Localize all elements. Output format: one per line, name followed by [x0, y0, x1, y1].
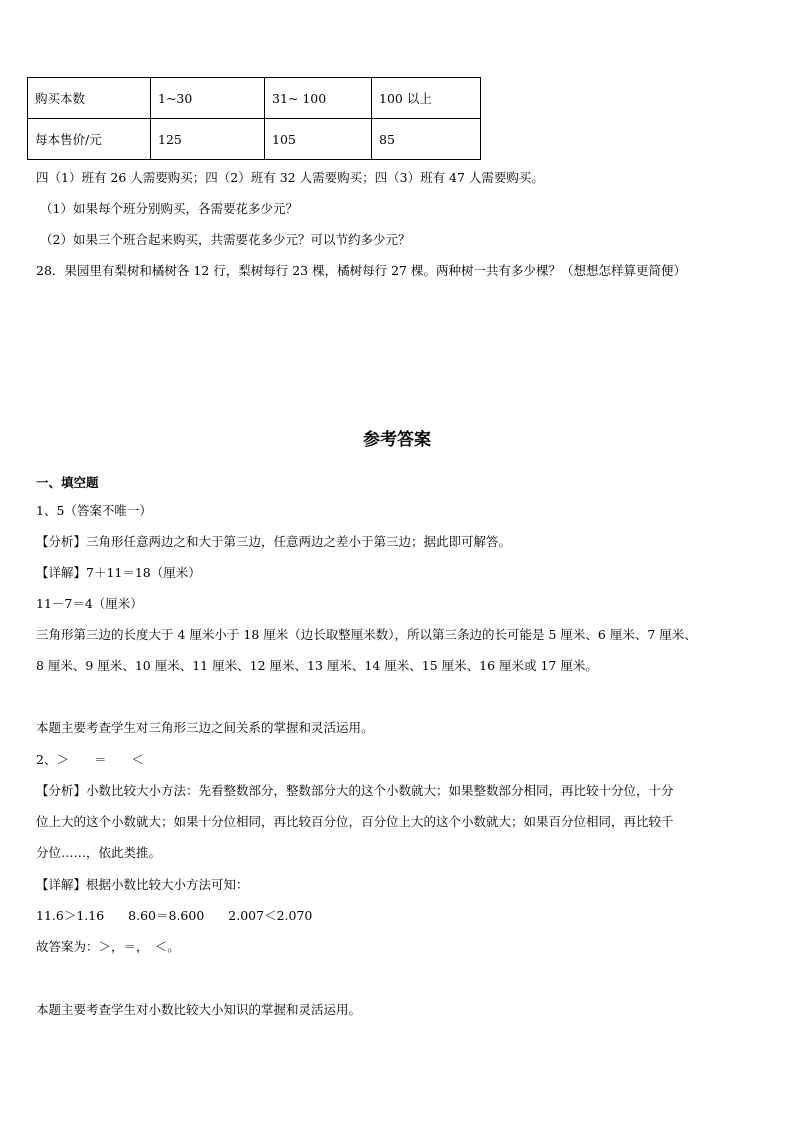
answer-2-analysis: 位上大的这个小数就大；如果十分位相同，再比较百分位，百分位上大的这个小数就大；如果百分位相同，再比较千 [36, 814, 674, 829]
table-row [28, 119, 481, 160]
table-cell: 100 以上 [372, 78, 481, 119]
answer-1: 1、5（答案不唯一） [36, 503, 152, 518]
answer-1-detail: 8 厘米、9 厘米、10 厘米、11 厘米、12 厘米、13 厘米、14 厘米、15 厘米、16 厘米或 17 厘米。 [36, 658, 598, 673]
answer-2: 2、＞ ＝ ＜ [36, 752, 144, 767]
table-cell: 31~ 100 [265, 78, 372, 119]
price-table [27, 77, 481, 160]
table-cell: 1~30 [151, 78, 265, 119]
answer-2-analysis: 分位……，依此类推。 [36, 845, 162, 860]
comparison: 8.60＝8.600 [128, 908, 205, 923]
answer-2-summary: 本题主要考查学生对小数比较大小知识的掌握和灵活运用。 [36, 1002, 362, 1017]
problem-27-question-1: （1）如果每个班分别购买，各需要花多少元？ [40, 201, 298, 216]
answer-2-analysis: 【分析】小数比较大小方法：先看整数部分，整数部分大的这个小数就大；如果整数部分相同，再比较十分位，十分 [36, 783, 674, 798]
table-cell: 购买本数 [28, 78, 151, 119]
table-row [28, 78, 481, 119]
section-heading: 一、填空题 [36, 475, 99, 490]
table-cell: 125 [151, 119, 265, 160]
answers-title: 参考答案 [363, 430, 431, 450]
answer-2-conclusion: 故答案为：＞，＝， ＜。 [36, 939, 180, 954]
answer-2-detail: 【详解】根据小数比较大小方法可知： [36, 877, 249, 892]
answer-1-analysis: 【分析】三角形任意两边之和大于第三边，任意两边之差小于第三边；据此即可解答。 [36, 534, 512, 549]
answer-1-detail: 【详解】7＋11＝18（厘米） [36, 565, 201, 580]
answer-1-detail: 11－7＝4（厘米） [36, 596, 143, 611]
problem-27-question-2: （2）如果三个班合起来购买，共需要花多少元？可以节约多少元？ [40, 232, 411, 247]
comparison: 2.007＜2.070 [228, 908, 313, 923]
problem-28: 28．果园里有梨树和橘树各 12 行，梨树每行 23 棵，橘树每行 27 棵。两种树一共有多少棵？（想想怎样算更简便） [36, 263, 686, 278]
answer-2-comparisons [36, 907, 312, 925]
table-cell: 每本售价/元 [28, 119, 151, 160]
problem-27-intro: 四（1）班有 26 人需要购买；四（2）班有 32 人需要购买；四（3）班有 47 人需要购买。 [36, 170, 544, 185]
comparison: 11.6＞1.16 [36, 908, 105, 923]
answer-1-summary: 本题主要考查学生对三角形三边之间关系的掌握和灵活运用。 [36, 720, 374, 735]
table-cell: 85 [372, 119, 481, 160]
answer-1-detail: 三角形第三边的长度大于 4 厘米小于 18 厘米（边长取整厘米数），所以第三条边的长可能是 5 厘米、6 厘米、7 厘米、 [36, 627, 697, 642]
table-cell: 105 [265, 119, 372, 160]
